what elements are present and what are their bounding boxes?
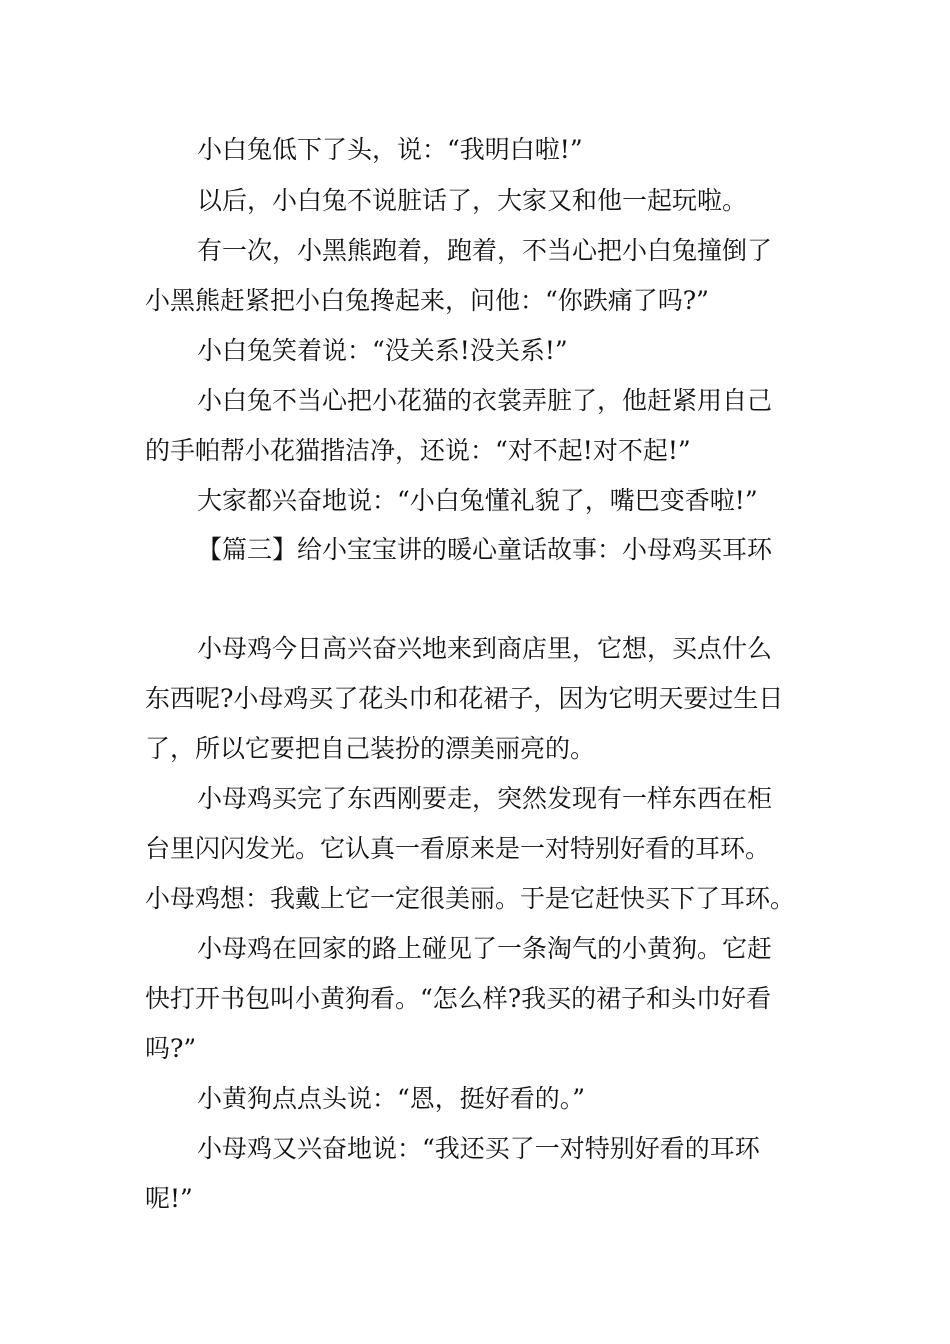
paragraph-line: 小母鸡今日高兴奋兴地来到商店里，它想，买点什么 [197,634,773,663]
paragraph-line: 小白兔笑着说：“没关系!没关系!” [197,336,568,365]
paragraph-line: 呢!” [145,1184,193,1213]
paragraph-line: 台里闪闪发光。它认真一看原来是一对特别好看的耳环。 [145,834,771,863]
paragraph-line: 小黑熊赶紧把小白兔搀起来，问他：“你跌痛了吗?” [145,286,709,315]
paragraph-line: 小母鸡在回家的路上碰见了一条淘气的小黄狗。它赶 [197,934,773,963]
section-heading: 【篇三】给小宝宝讲的暖心童话故事：小母鸡买耳环 [197,535,773,564]
paragraph-line: 有一次，小黑熊跑着，跑着，不当心把小白兔撞倒了 [197,236,773,265]
paragraph-line: 小母鸡想：我戴上它一定很美丽。于是它赶快买下了耳环。 [145,884,796,913]
paragraph-line: 小母鸡又兴奋地说：“我还买了一对特别好看的耳环 [197,1134,760,1163]
paragraph-line: 小黄狗点点头说：“恩，挺好看的。” [197,1084,586,1113]
paragraph-line: 小白兔不当心把小花猫的衣裳弄脏了，他赶紧用自己 [197,386,773,415]
paragraph-line: 东西呢?小母鸡买了花头巾和花裙子，因为它明天要过生日 [145,684,784,713]
paragraph-line: 了，所以它要把自己装扮的漂美丽亮的。 [145,734,596,763]
paragraph-line: 快打开书包叫小黄狗看。“怎么样?我买的裙子和头巾好看 [145,984,772,1013]
paragraph-line: 吗?” [145,1034,197,1063]
paragraph-line: 以后，小白兔不说脏话了，大家又和他一起玩啦。 [197,186,748,215]
paragraph-line: 小母鸡买完了东西刚要走，突然发现有一样东西在柜 [197,784,773,813]
paragraph-line: 小白兔低下了头，说：“我明白啦!” [197,135,583,164]
paragraph-line: 大家都兴奋地说：“小白兔懂礼貌了，嘴巴变香啦!” [197,486,758,515]
paragraph-line: 的手帕帮小花猫揩洁净，还说：“对不起!对不起!” [145,436,691,465]
